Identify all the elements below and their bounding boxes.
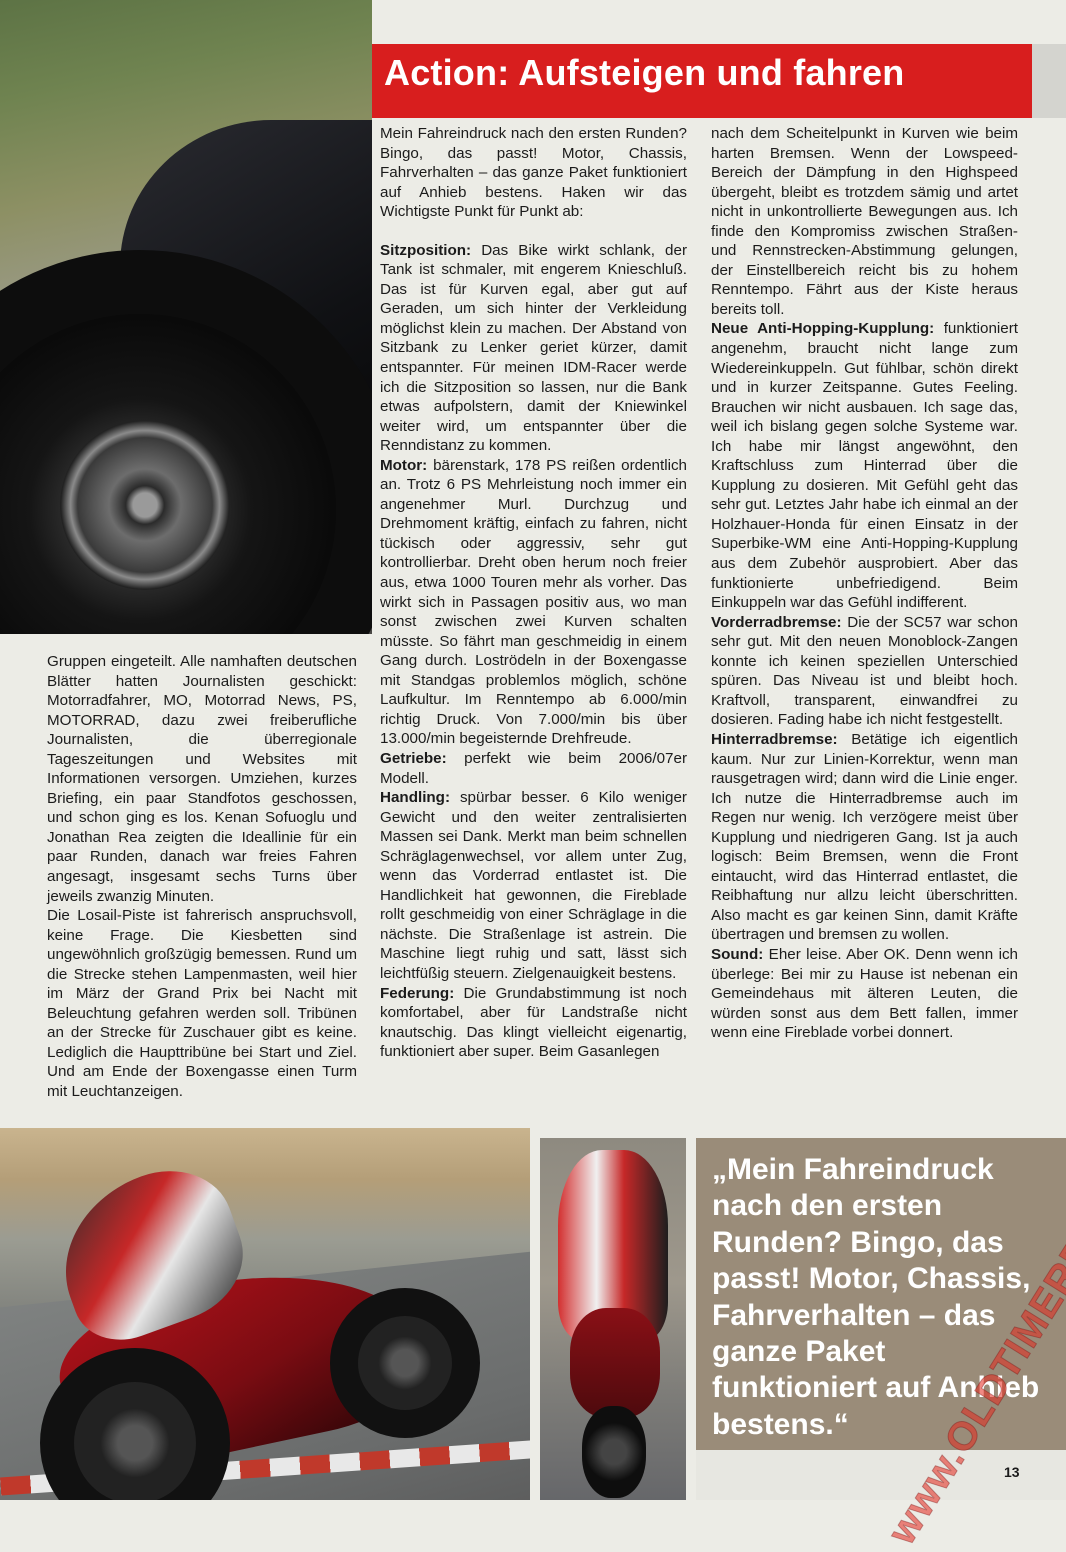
text-column-left [47,652,357,1102]
section-federung [380,984,687,1062]
section-text: Eher leise. Aber OK. Denn wenn ich überlege: Bei mir zu Hause ist nebenan ein Gemeindehaus mit älteren Leuten, die würden sonst aus dem Bett fallen, immer wenn eine Fireblade vorbei donnert. [711,945,1018,1042]
section-text: perfekt wie beim 2006/07er Modell. [380,749,687,787]
section-term: Getriebe: [380,749,447,767]
section-text: bärenstark, 178 PS reißen ordentlich an. Trotz 6 PS Mehrleistung noch immer ein angenehmer Murl. Durchzug und Drehmoment kräftig, einfach zu fahren, nicht tückisch oder aggressiv, sehr gut kontrollierbar. Dreht oben herum noch freier aus, etwa 1000 Touren mehr als vorher. Das wirkt sich in Passagen positiv aus, wo man sonst zwischen zwei Kurven schalten müsste. So fährt man geschmeidig in einem Gang durch. Loströdeln in der Boxengasse mit Standgas problemlos möglich, schöne Laufkultur. Im Renntempo ab 6.000/min richtig Druck. Von 7.000/min bis über 13.000/min begeisternde Drehfreude. [380,456,687,748]
headline: Action: Aufsteigen und fahren [384,52,905,93]
continued-paragraph: nach dem Scheitelpunkt in Kurven wie beim harten Bremsen. Wenn der Lowspeed-Bereich der Dämpfung in den Highspeed übergeht, bleibt es trotzdem sämig und artet nicht in unkontrollierte Bewegungen aus. Ich finde den Kompromiss zwischen Straßen- und Rennstrecken-Abstimmung gelungen, der Einstellbereich reicht bis zu hohem Renntempo. Fährt aus der Kiste heraus bereits toll. [711,125,1018,318]
section-kupplung [711,319,1018,612]
photo-motorcycle-front-wheel [0,0,372,634]
section-term: Vorderradbremse: [711,613,842,631]
photo-bike-shape [570,1308,660,1418]
photo-wheel-shape [582,1406,646,1498]
headline-banner [372,44,1032,118]
section-getriebe [380,749,687,788]
banner-gray-strip [1032,44,1066,118]
section-term: Sound: [711,945,764,963]
text-column-right [711,124,1018,1043]
paragraph: Die Losail-Piste ist fahrerisch anspruchsvoll, keine Frage. Die Kiesbetten sind ungewöhnlich großzügig bemessen. Rund um die Strecke stehen Lampenmasten, weil hier im März der Grand Prix bei Nacht mit Beleuchtung gefahren werden soll. Tribünen an der Strecke für Zuschauer gibt es keine. Lediglich die Haupttribüne bei Start und Ziel. Und am Ende der Boxengasse einen Turm mit Leuchtanzeigen. [47,907,357,1101]
section-sound [711,945,1018,1043]
section-handling [380,788,687,983]
section-term: Federung: [380,984,455,1002]
section-text: Das Bike wirkt schlank, der Tank ist schmaler, mit engerem Knieschluß. Das ist für Kurven egal, aber gut auf Geraden, um sich hinter der Verkleidung möglichst klein zu machen. Der Abstand von Sitzbank zu Lenker geriet kürzer, damit entspannter. Für meinen IDM-Racer werde ich die Sitzposition so lassen, nur die Bank etwas aufpolstern, damit der Kniewinkel weiter wird, um entspannter über die Renndistanz zu kommen. [380,241,687,455]
section-term: Neue Anti-Hopping-Kupplung: [711,320,935,338]
pull-quote: „Mein Fahreindruck nach den ersten Runden? Bingo, das passt! Motor, Chassis, Fahrverhalten – das ganze Paket funktioniert auf Anhieb bestens.“ [712,1153,1040,1441]
photo-brake-disc-shape [60,420,230,590]
photo-rear-wheel-shape [330,1288,480,1438]
section-text: Betätige ich eigentlich kaum. Nur zur Linien-Korrektur, wenn man rausgetragen wird; dann wird die Linie enger. Ich nutze die Hinterradbremse auch im Regen nur wenig. Ich verzögere meist über Kupplung und niedrigeren Gang. Ist ja auch logisch: Beim Bremsen, wenn die Front eintaucht, wird das Hinterrad entlastet, die Reibhaftung nur allzu leicht überschritten. Also macht es gar keinen Sinn, damit Kräfte übertragen und bremsen zu wollen. [711,730,1018,944]
page-number: 13 [1004,1464,1020,1480]
text-column-middle [380,124,687,1062]
section-term: Handling: [380,789,451,807]
section-term: Motor: [380,456,428,474]
section-vorderradbremse [711,613,1018,730]
paragraph: Gruppen eingeteilt. Alle namhaften deutschen Blätter hatten Journalisten geschickt: Motorradfahrer, MO, Motorrad News, PS, MOTORRAD, dazu zwei freiberufliche Journalisten, die überregionale Tageszeitungen und Websites mit Informationen versorgen. Umziehen, kurzes Briefing, ein paar Standfotos geschossen, und schon ging es los. Kenan Sofuoglu und Jonathan Rea zeigten die Ideallinie für ein paar Runden, danach war freies Fahren angesagt, insgesamt sechs Turns über jeweils zwanzig Minuten. [47,653,357,905]
section-term: Hinterradbremse: [711,730,838,748]
intro-paragraph: Mein Fahreindruck nach den ersten Runden? Bingo, das passt! Motor, Chassis, Fahrverhalten – das ganze Paket funktioniert auf Anhieb bestens. Haken wir das Wichtigste Punkt für Punkt ab: [380,125,687,221]
section-text: funktioniert angenehm, braucht nicht lange zum Wiedereinkuppeln. Gut fühlbar, schön direkt und in kurzer Zeitspanne. Gutes Feeling. Brauchen wir nicht ausbauen. Ich sage das, weil ich bislang gegen solche Systeme war. Ich habe mir längst angewöhnt, den Kraftschluss zum Hinterrad über die Kupplung zu dosieren. Mit Gefühl geht das sehr gut. Letztes Jahr habe ich einmal an der Holzhauer-Honda für einen Einsatz in der Superbike-WM eine Anti-Hopping-Kupplung aus dem Zubehör ausprobiert. Aber das funktionierte unbefriedigend. Beim Einkuppeln war das Gefühl indifferent. [711,320,1018,612]
section-motor [380,456,687,749]
photo-rider-cornering [0,1128,530,1500]
section-text: spürbar besser. 6 Kilo weniger Gewicht und den weiter zentralisierten Massen sei Dank. Merkt man beim schnellen Schräglagenwechsel, vor allem unter Zug, wenn das Vorderrad entlastet ist. Die Handlichkeit hat gewonnen, die Fireblade rollt geschmeidig von einer Schräglage in die nächste. Die Straßenlage ist astrein. Die Maschine liegt ruhig und satt, lässt sich leichtfüßig steuern. Zielgenauigkeit bestens. [380,789,687,982]
section-sitzposition [380,241,687,456]
section-text: Die Grundabstimmung ist noch komfortabel, aber für Landstraße nicht knautschig. Das klingt vielleicht eigenartig, funktioniert aber super. Beim Gasanlegen [380,984,687,1061]
section-text: Die der SC57 war schon sehr gut. Mit den neuen Monoblock-Zangen konnte ich keinen speziellen Unterschied spüren. Das Niveau ist und bleibt hoch. Kraftvoll, transparent, einwandfrei zu dosieren. Fading habe ich nicht festgestellt. [711,613,1018,729]
photo-rider-wheelie [540,1138,686,1500]
section-hinterradbremse [711,730,1018,945]
section-term: Sitzposition: [380,241,472,259]
